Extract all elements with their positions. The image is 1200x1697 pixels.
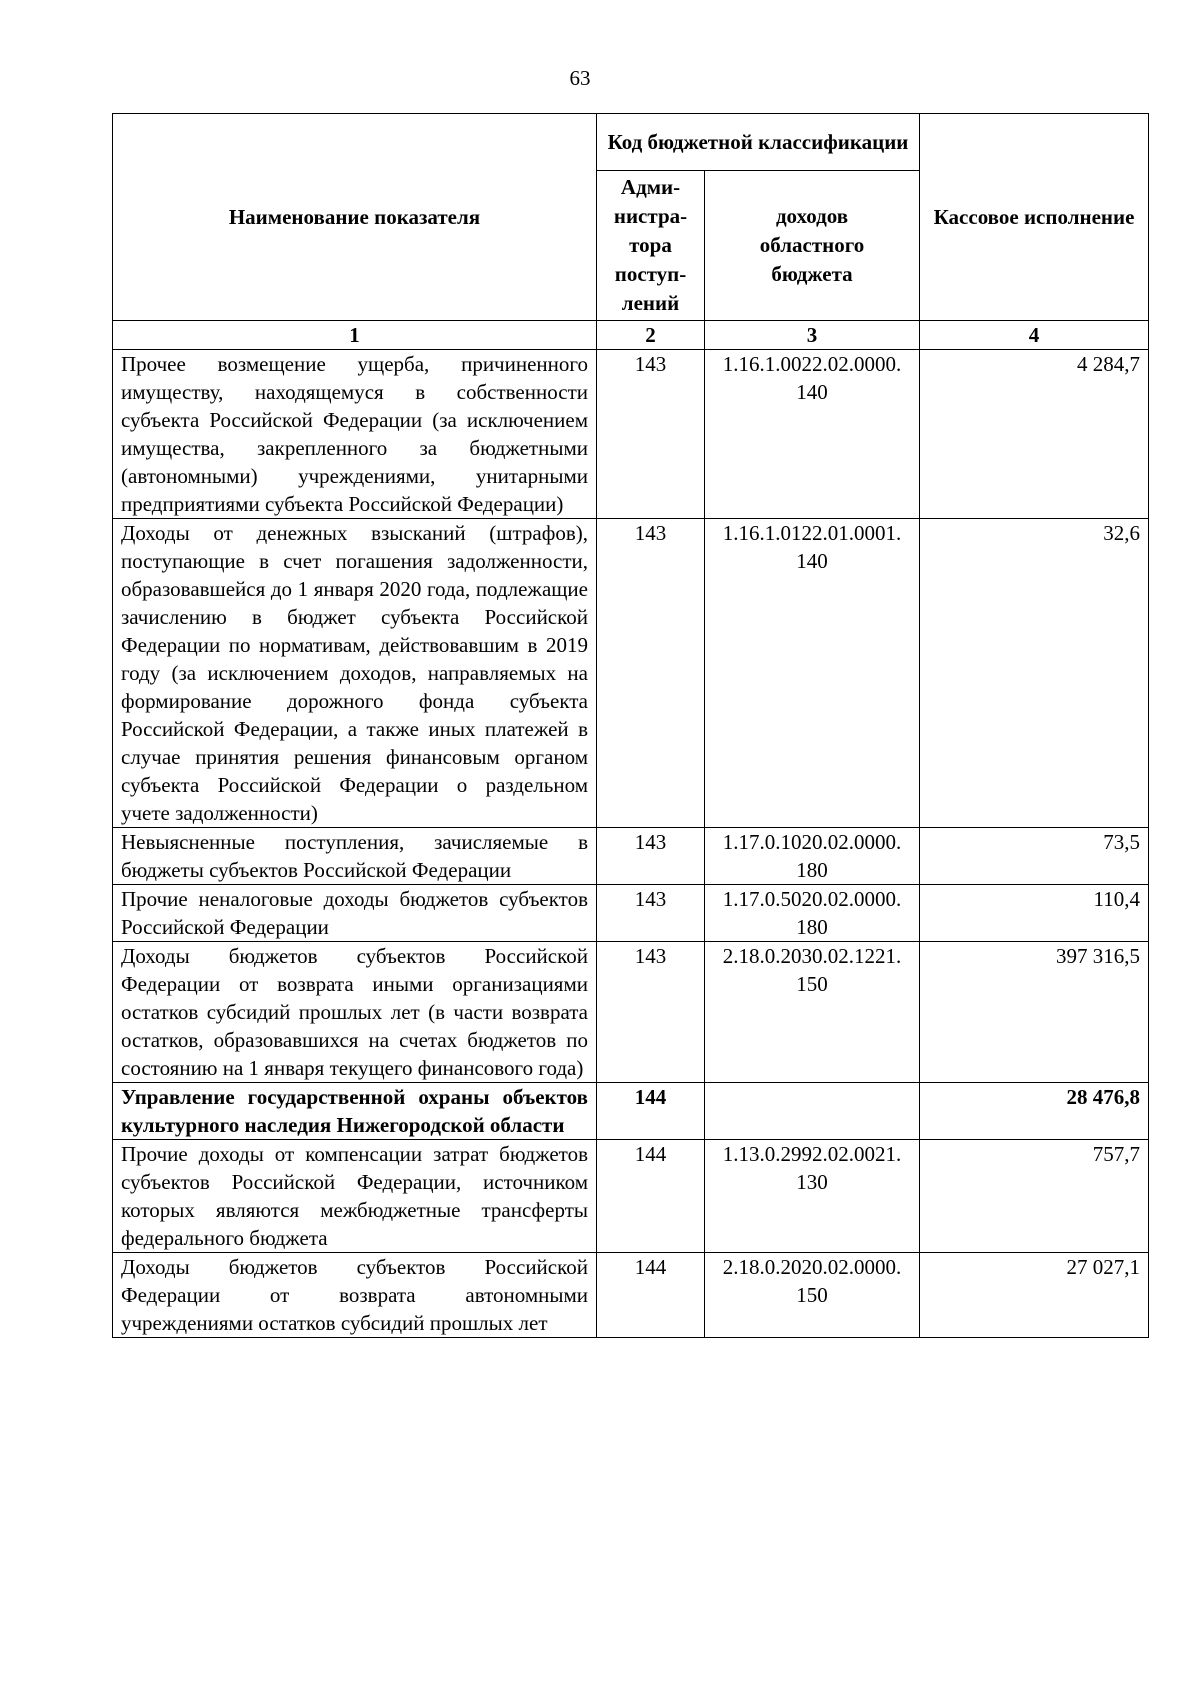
row-amount: 27 027,1 (920, 1253, 1149, 1338)
row-income-code: 1.16.1.0122.01.0001. 140 (705, 519, 920, 828)
row-admin-code: 144 (597, 1253, 705, 1338)
table-row (113, 1253, 1149, 1338)
row-admin-code: 144 (597, 1140, 705, 1253)
table-row (113, 1140, 1149, 1253)
row-admin-code: 143 (597, 519, 705, 828)
row-income-code: 2.18.0.2030.02.1221. 150 (705, 942, 920, 1083)
table-row (113, 828, 1149, 885)
row-name: Доходы от денежных взысканий (штрафов), поступающие в счет погашения задолженности, образовавшейся до 1 января 2020 года, подлежащие зачислению в бюджет субъекта Российской Федерации по нормативам, действовавшим в 2019 году (за исключением доходов, направляемых на формирование дорожного фонда субъекта Российской Федерации, а также иных платежей в случае принятия решения финансовым органом субъекта Российской Федерации о раздельном учете задолженности) (113, 519, 597, 828)
table-body (113, 350, 1149, 1338)
row-name: Доходы бюджетов субъектов Российской Федерации от возврата автономными учреждениями остатков субсидий прошлых лет (113, 1253, 597, 1338)
row-admin-code: 143 (597, 885, 705, 942)
row-admin-code: 143 (597, 350, 705, 519)
row-admin-code: 143 (597, 942, 705, 1083)
header-code-group: Код бюджетной классификации (597, 114, 920, 171)
table-row (113, 942, 1149, 1083)
row-income-code: 1.17.0.1020.02.0000. 180 (705, 828, 920, 885)
row-admin-code: 144 (597, 1083, 705, 1140)
row-amount: 73,5 (920, 828, 1149, 885)
header-admin: Адми-нистра-тора поступ-лений (597, 171, 705, 321)
header-name: Наименование показателя (113, 114, 597, 321)
row-amount: 4 284,7 (920, 350, 1149, 519)
table-row (113, 519, 1149, 828)
row-amount: 28 476,8 (920, 1083, 1149, 1140)
row-name: Прочие доходы от компенсации затрат бюджетов субъектов Российской Федерации, источником которых являются межбюджетные трансферты федерального бюджета (113, 1140, 597, 1253)
header-income: доходов областного бюджета (705, 171, 920, 321)
header-amount: Кассовое исполнение (920, 114, 1149, 321)
row-income-code: 1.16.1.0022.02.0000. 140 (705, 350, 920, 519)
row-name: Управление государственной охраны объектов культурного наследия Нижегородской области (113, 1083, 597, 1140)
table-row (113, 350, 1149, 519)
page-number: 63 (569, 66, 591, 90)
row-name: Невыясненные поступления, зачисляемые в бюджеты субъектов Российской Федерации (113, 828, 597, 885)
col-number-3: 3 (705, 321, 920, 350)
table-row (113, 885, 1149, 942)
row-amount: 757,7 (920, 1140, 1149, 1253)
col-number-1: 1 (113, 321, 597, 350)
row-income-code: 1.13.0.2992.02.0021. 130 (705, 1140, 920, 1253)
table-row (113, 1083, 1149, 1140)
row-admin-code: 143 (597, 828, 705, 885)
row-income-code (705, 1083, 920, 1140)
row-income-code: 1.17.0.5020.02.0000. 180 (705, 885, 920, 942)
row-income-code: 2.18.0.2020.02.0000. 150 (705, 1253, 920, 1338)
row-name: Доходы бюджетов субъектов Российской Федерации от возврата иными организациями остатков субсидий прошлых лет (в части возврата остатков, образовавшихся на счетах бюджетов по состоянию на 1 января текущего финансового года) (113, 942, 597, 1083)
col-number-4: 4 (920, 321, 1149, 350)
budget-table (112, 113, 1149, 1338)
row-amount: 110,4 (920, 885, 1149, 942)
row-name: Прочее возмещение ущерба, причиненного имуществу, находящемуся в собственности субъекта Российской Федерации (за исключением имущества, закрепленного за бюджетными (автономными) учреждениями, унитарными предприятиями субъекта Российской Федерации) (113, 350, 597, 519)
row-name: Прочие неналоговые доходы бюджетов субъектов Российской Федерации (113, 885, 597, 942)
row-amount: 397 316,5 (920, 942, 1149, 1083)
row-amount: 32,6 (920, 519, 1149, 828)
col-number-2: 2 (597, 321, 705, 350)
